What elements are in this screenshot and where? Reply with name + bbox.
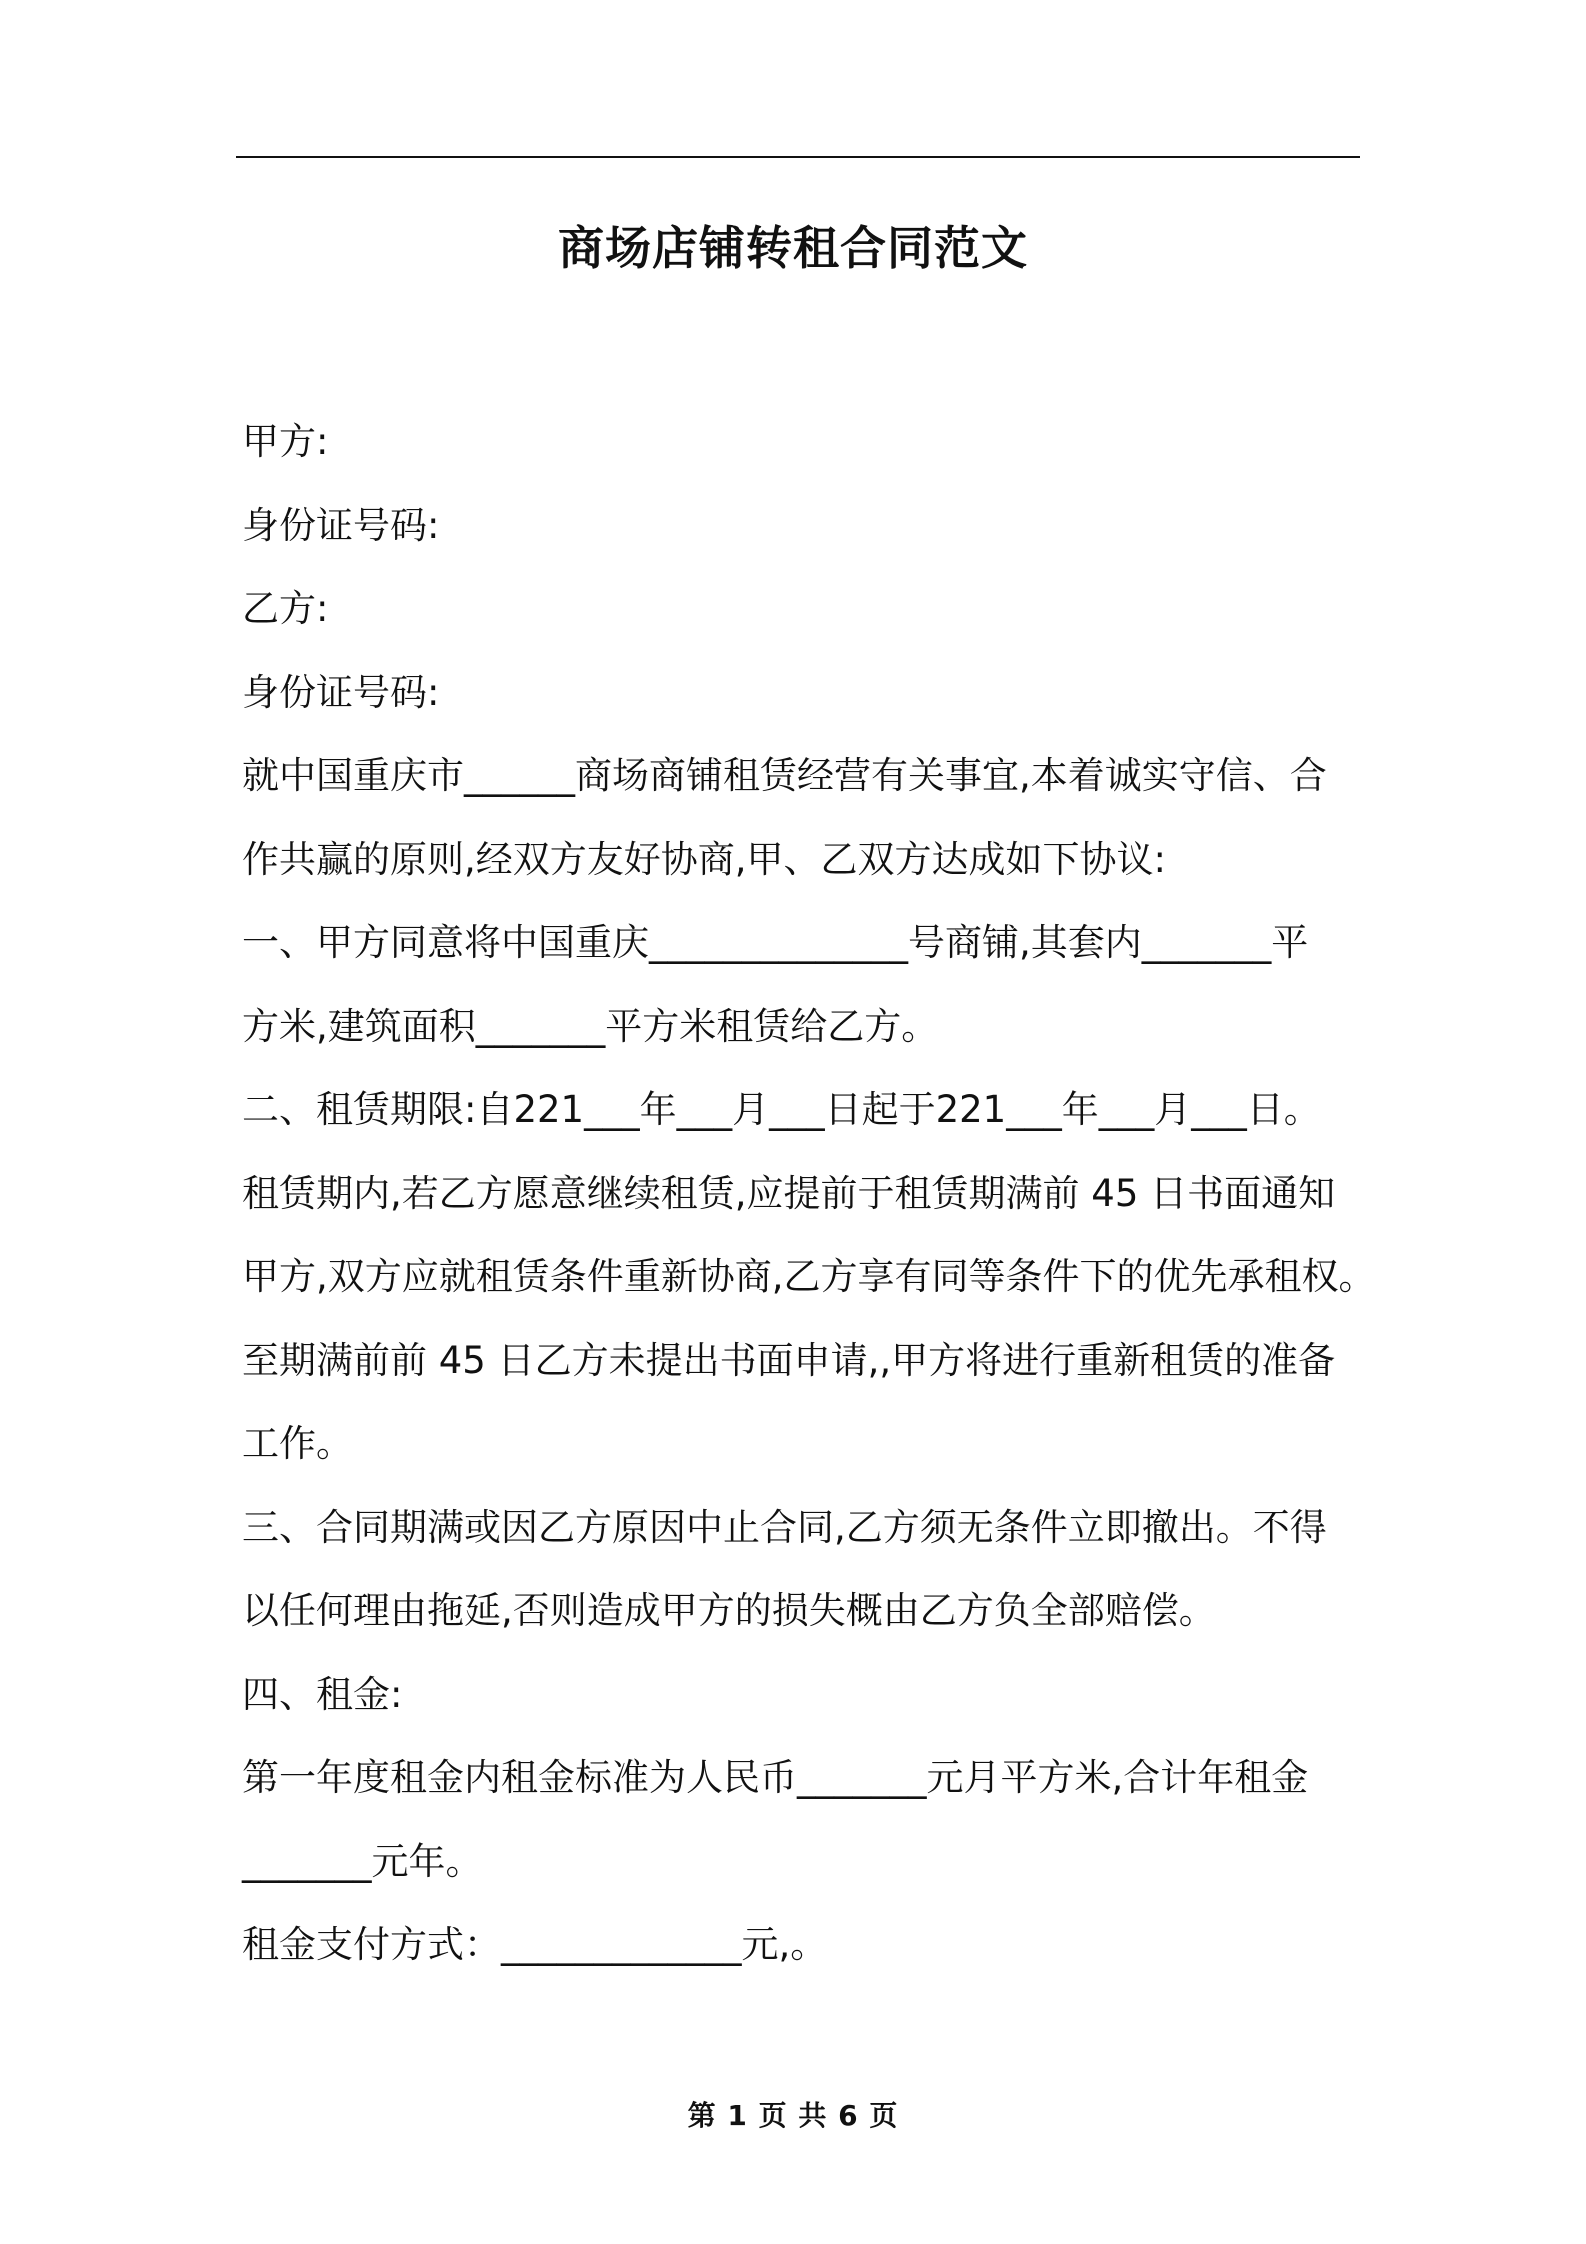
document-title: 商场店铺转租合同范文 [558,221,1028,275]
clause-1-line: 一、甲方同意将中国重庆______________号商铺,其套内_______平 [242,921,1309,964]
preamble-line: 作共赢的原则,经双方友好协商,甲、乙双方达成如下协议: [242,837,1166,881]
clause-2-line: 租赁期内,若乙方愿意继续租赁,应提前于租赁期满前 45 日书面通知 [242,1171,1336,1215]
clause-4-line: _______元年。 [242,1839,483,1883]
clause-1-line: 方米,建筑面积_______平方米租赁给乙方。 [242,1004,939,1048]
clause-3-line: 三、合同期满或因乙方原因中止合同,乙方须无条件立即撤出。不得 [242,1505,1327,1549]
clause-3-line: 以任何理由拖延,否则造成甲方的损失概由乙方负全部赔偿。 [242,1589,1216,1632]
clause-2-line: 至期满前前 45 日乙方未提出书面申请,,甲方将进行重新租赁的准备 [242,1338,1336,1382]
party-a-id-label: 身份证号码: [242,503,440,547]
contract-body [242,400,1376,1987]
party-b-label: 乙方: [242,587,329,630]
party-b-id-label: 身份证号码: [242,670,440,714]
clause-4-heading: 四、租金: [242,1672,403,1716]
clause-2-line: 工作。 [242,1422,353,1465]
clause-2-line: 二、租赁期限:自221___年___月___日起于221___年___月___日。 [242,1088,1321,1131]
page-number-footer: 第 1 页 共 6 页 [687,2099,899,2132]
payment-method-line: 租金支付方式：_____________元,。 [242,1923,828,1966]
clause-2-line: 甲方,双方应就租赁条件重新协商,乙方享有同等条件下的优先承租权。 [242,1255,1376,1298]
header-rule [236,156,1360,158]
clause-4-line: 第一年度租金内租金标准为人民币_______元月平方米,合计年租金 [242,1756,1309,1799]
preamble-line: 就中国重庆市______商场商铺租赁经营有关事宜,本着诚实守信、合 [242,754,1327,797]
party-a-label: 甲方: [242,420,329,463]
